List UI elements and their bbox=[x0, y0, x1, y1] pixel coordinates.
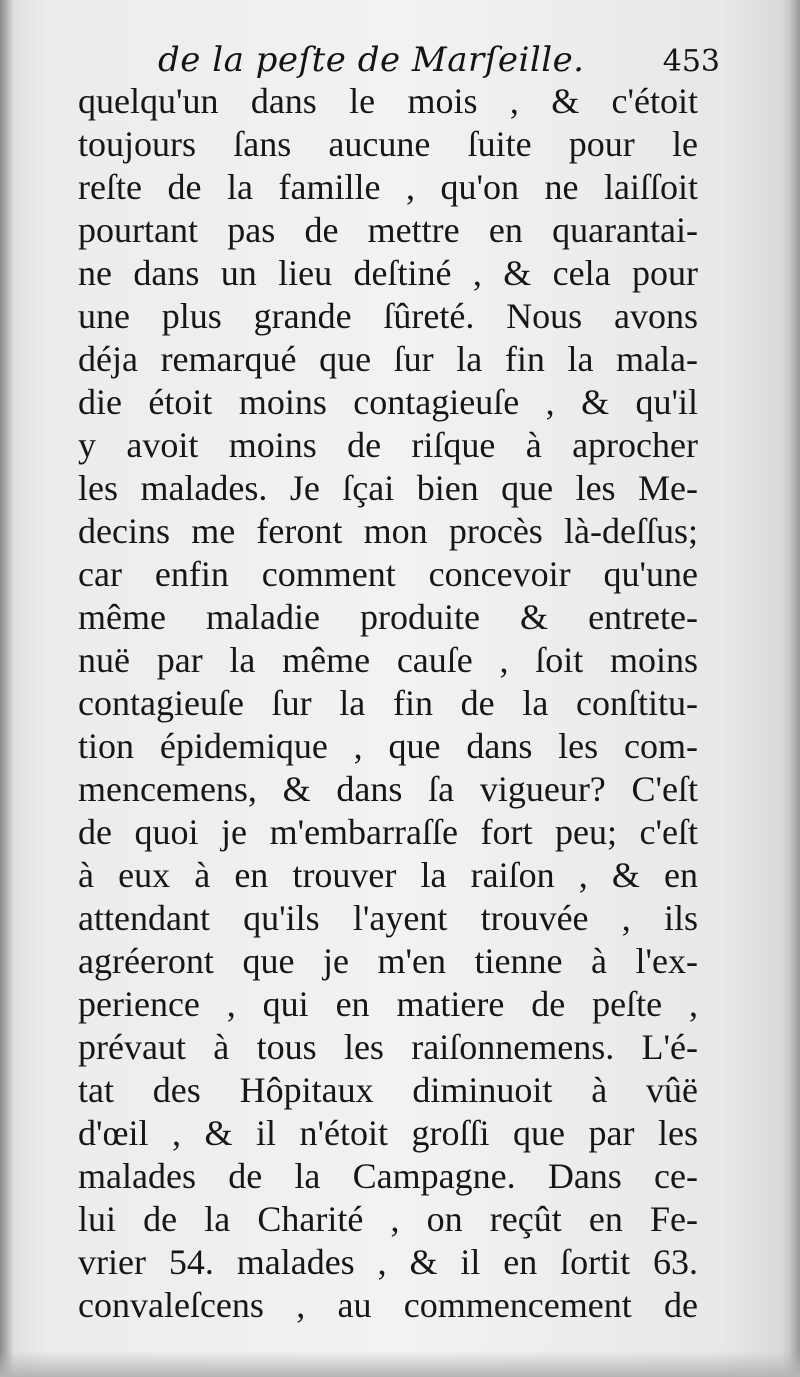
text-line: nuë par la même cauſe , ſoit moins bbox=[78, 640, 698, 680]
text-line: de quoi je m'embarraſſe fort peu; c'eſt bbox=[78, 812, 698, 852]
text-line: attendant qu'ils l'ayent trouvée , ils bbox=[78, 898, 698, 938]
text-line: decins me feront mon procès là-deſſus; bbox=[78, 511, 698, 551]
text-line: une plus grande ſûreté. Nous avons bbox=[78, 296, 698, 336]
text-line: même maladie produite & entrete- bbox=[78, 597, 698, 637]
text-line: y avoit moins de riſque à aprocher bbox=[78, 425, 698, 465]
text-line: agréeront que je m'en tienne à l'ex- bbox=[78, 941, 698, 981]
running-title: de la peſte de Marſeille. bbox=[158, 40, 585, 80]
text-line: d'œil , & il n'étoit groſſi que par les bbox=[78, 1113, 698, 1153]
page-bottom-shadow bbox=[0, 1351, 800, 1377]
text-line: les malades. Je ſçai bien que les Me- bbox=[78, 468, 698, 508]
text-line: vrier 54. malades , & il en ſortit 63. bbox=[78, 1242, 698, 1282]
text-line: à eux à en trouver la raiſon , & en bbox=[78, 855, 698, 895]
text-line: ne dans un lieu deſtiné , & cela pour bbox=[78, 253, 698, 293]
page-left-shadow bbox=[0, 0, 14, 1377]
text-line: car enfin comment concevoir qu'une bbox=[78, 554, 698, 594]
text-line: toujours ſans aucune ſuite pour le bbox=[78, 124, 698, 164]
text-line: mencemens, & dans ſa vigueur? C'eſt bbox=[78, 769, 698, 809]
text-line: reſte de la famille , qu'on ne laiſſoit bbox=[78, 167, 698, 207]
page-number: 453 bbox=[662, 44, 720, 79]
text-line: tion épidemique , que dans les com- bbox=[78, 726, 698, 766]
text-line: tat des Hôpitaux diminuoit à vûë bbox=[78, 1070, 698, 1110]
text-line: pourtant pas de mettre en quarantai- bbox=[78, 210, 698, 250]
text-line: convaleſcens , au commencement de bbox=[78, 1285, 698, 1325]
text-line: lui de la Charité , on reçût en Fe- bbox=[78, 1199, 698, 1239]
text-line: malades de la Campagne. Dans ce- bbox=[78, 1156, 698, 1196]
page-right-shadow bbox=[782, 0, 800, 1377]
text-line: déja remarqué que ſur la fin la mala- bbox=[78, 339, 698, 379]
text-line: contagieuſe ſur la fin de la conſtitu- bbox=[78, 683, 698, 723]
text-line: prévaut à tous les raiſonnemens. L'é- bbox=[78, 1027, 698, 1067]
body-text bbox=[78, 80, 698, 1327]
text-line: quelqu'un dans le mois , & c'étoit bbox=[78, 81, 698, 121]
text-line: perience , qui en matiere de peſte , bbox=[78, 984, 698, 1024]
text-line: die étoit moins contagieuſe , & qu'il bbox=[78, 382, 698, 422]
